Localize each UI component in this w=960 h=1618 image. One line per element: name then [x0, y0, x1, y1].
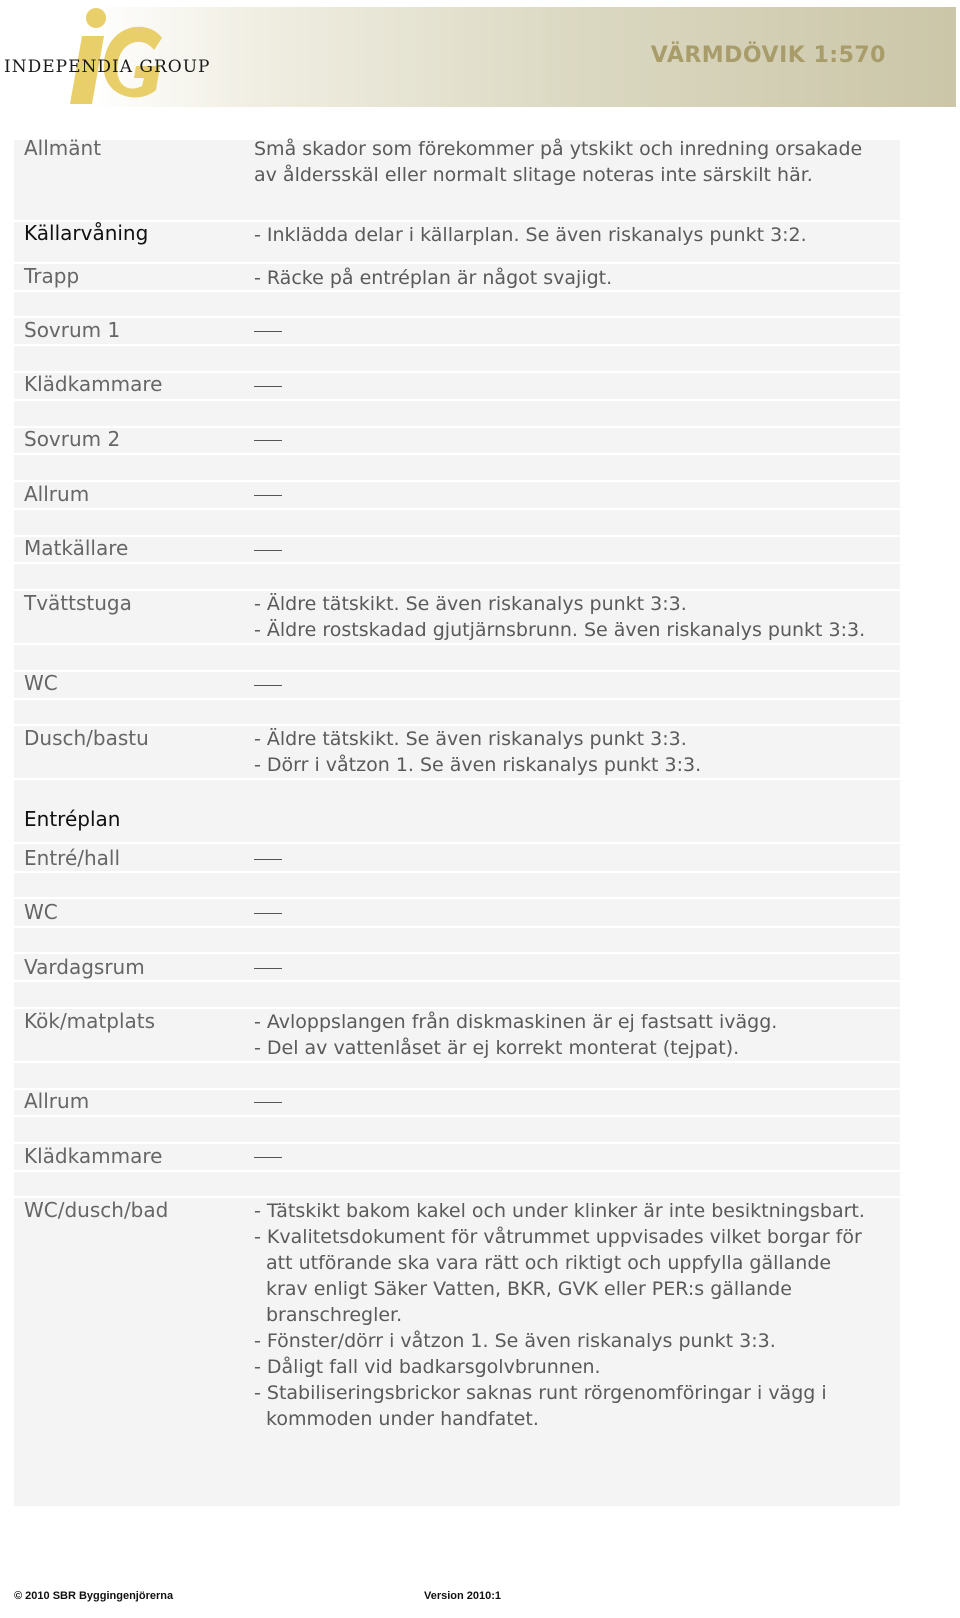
empty-dash: [254, 859, 282, 860]
row-divider: [14, 778, 900, 780]
row-divider: [14, 535, 900, 537]
room-label-allrum: Allrum: [24, 482, 90, 506]
row-divider: [14, 698, 900, 700]
room-label-wc: WC: [24, 671, 58, 695]
room-label-trapp: Trapp: [24, 264, 80, 288]
room-label-sovrum-1: Sovrum 1: [24, 318, 121, 342]
row-divider: [14, 842, 900, 844]
row-divider: [14, 344, 900, 346]
independia-logo-icon: [52, 2, 172, 106]
empty-dash: [254, 685, 282, 686]
room-label-allrum-entrance: Allrum: [24, 1089, 90, 1113]
row-divider: [14, 1088, 900, 1090]
general-label: Allmänt: [24, 136, 102, 160]
room-label-sovrum-2: Sovrum 2: [24, 427, 121, 451]
empty-dash: [254, 1102, 282, 1103]
room-notes-tvattstuga: - Äldre tätskikt. Se även riskanalys punkt 3:3. - Äldre rostskadad gjutjärnsbrunn. Se även riskanalys punkt 3:3.: [254, 593, 866, 641]
room-label-wc-entrance: WC: [24, 900, 58, 924]
footer-copyright: © 2010 SBR Byggingenjörerna: [14, 1590, 174, 1602]
section-heading-basement: Källarvåning: [24, 221, 149, 245]
basement-heading-note: - Inklädda delar i källarplan. Se även riskanalys punkt 3:2.: [254, 224, 807, 246]
empty-dash: [254, 913, 282, 914]
row-divider: [14, 453, 900, 455]
row-divider: [14, 262, 900, 264]
empty-dash: [254, 386, 282, 387]
room-label-dusch-bastu: Dusch/bastu: [24, 726, 149, 750]
empty-dash: [254, 495, 282, 496]
room-label-wc-dusch-bad: WC/dusch/bad: [24, 1198, 169, 1222]
empty-dash: [254, 440, 282, 441]
row-divider: [14, 426, 900, 428]
row-divider: [14, 399, 900, 401]
empty-dash: [254, 550, 282, 551]
room-label-vardagsrum: Vardagsrum: [24, 955, 145, 979]
row-divider: [14, 480, 900, 482]
row-divider: [14, 290, 900, 292]
empty-dash: [254, 1157, 282, 1158]
row-divider: [14, 926, 900, 928]
document-title: VÄRMDÖVIK 1:570: [650, 43, 886, 68]
room-label-entre-hall: Entré/hall: [24, 846, 121, 870]
row-divider: [14, 562, 900, 564]
row-divider: [14, 1115, 900, 1117]
room-notes-kok-matplats: - Avloppslangen från diskmaskinen är ej fastsatt ivägg. - Del av vattenlåset är ej korrekt monterat (tejpat).: [254, 1011, 778, 1059]
inspection-table: [14, 136, 900, 1506]
footer-version: Version 2010:1: [424, 1590, 502, 1602]
room-notes-dusch-bastu: - Äldre tätskikt. Se även riskanalys punkt 3:3. - Dörr i våtzon 1. Se även riskanalys punkt 3:3.: [254, 728, 702, 776]
room-notes-wc-dusch-bad: - Tätskikt bakom kakel och under klinker är inte besiktningsbart. - Kvalitetsdokument för våtrummet uppvisades vilket borgar för att utförande ska vara rätt och riktigt och uppfylla gällande krav enligt Säker Vatten, BKR, GVK eller PER:s gällande branschregler. - Fönster/dörr i våtzon 1. Se även riskanalys punkt 3:3. - Dåligt fall vid badkarsgolvbrunnen. - Stabiliseringsbrickor saknas runt rörgenomföringar i vägg i kommoden under handfatet.: [254, 1200, 865, 1430]
room-label-matkallare: Matkällare: [24, 536, 129, 560]
company-name: INDEPENDIA GROUP: [4, 57, 211, 77]
room-label-kladkammare: Klädkammare: [24, 372, 163, 396]
row-divider: [14, 643, 900, 645]
row-divider: [14, 952, 900, 954]
row-divider: [14, 980, 900, 982]
section-heading-entrance: Entréplan: [24, 807, 121, 831]
room-label-kok-matplats: Kök/matplats: [24, 1009, 156, 1033]
room-label-kladkammare-entrance: Klädkammare: [24, 1144, 163, 1168]
row-divider: [14, 508, 900, 510]
general-text: Små skador som förekommer på ytskikt och inredning orsakade av åldersskäl eller normalt slitage noteras inte särskilt här.: [254, 138, 863, 186]
row-divider: [14, 670, 900, 672]
row-divider: [14, 1061, 900, 1063]
empty-dash: [254, 331, 282, 332]
row-divider: [14, 1170, 900, 1172]
empty-dash: [254, 968, 282, 969]
room-notes-trapp: - Räcke på entréplan är något svajigt.: [254, 267, 613, 289]
row-divider: [14, 897, 900, 899]
row-divider: [14, 871, 900, 873]
row-divider: [14, 316, 900, 318]
room-label-tvattstuga: Tvättstuga: [24, 591, 132, 615]
